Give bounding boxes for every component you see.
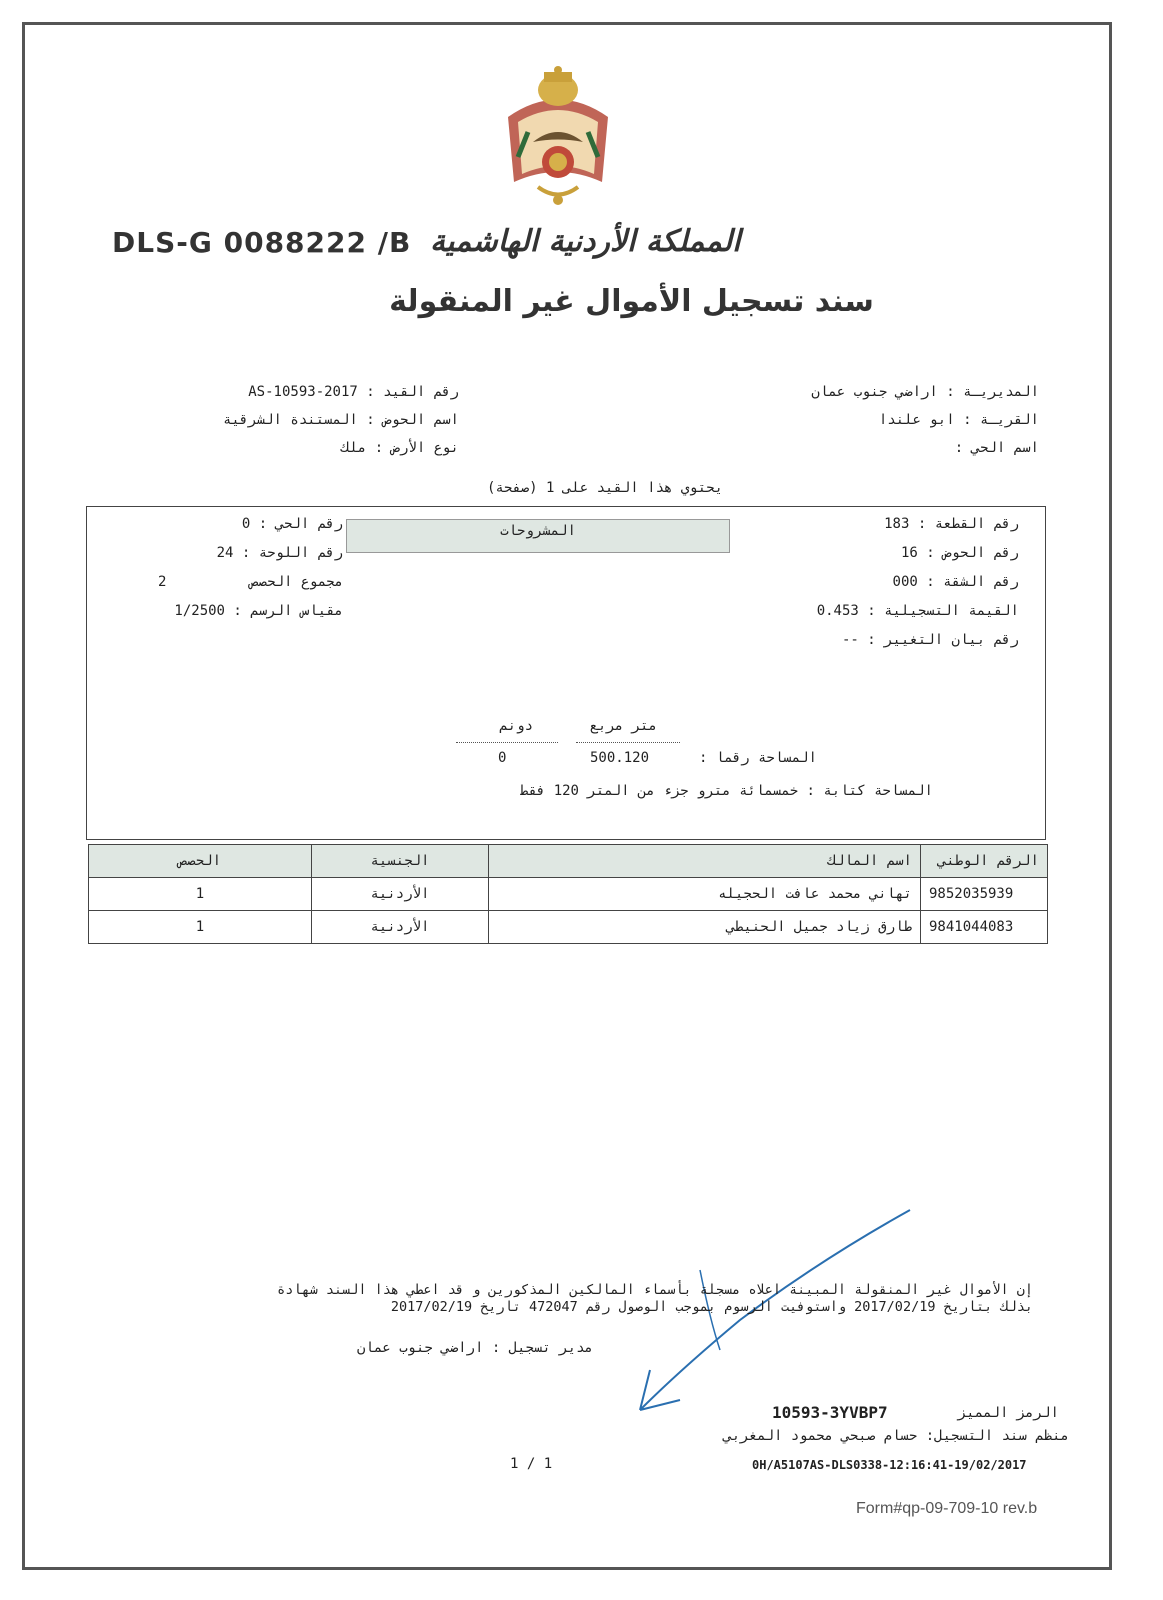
header-national-id: الرقم الوطني: [921, 845, 1048, 878]
square-meter-label: متر مربع: [589, 718, 657, 734]
directorate-field: المديريـة : اراضي جنوب عمان: [811, 384, 1039, 400]
table-row: [89, 911, 1048, 944]
plot-number-field: رقم القطعة : 183: [884, 516, 1019, 532]
coat-of-arms-icon: [498, 62, 618, 212]
land-type-field: نوع الأرض : ملك: [340, 440, 459, 456]
sqm-underline: [576, 742, 680, 743]
registration-director: مدير تسجيل : اراضي جنوب عمان: [356, 1340, 593, 1356]
village-field: القريـة : ابو علندا: [878, 412, 1039, 428]
dunum-label: دونم: [499, 718, 533, 734]
certification-statement-line-2: بذلك بتاريخ 2017/02/19 واستوفيت الرسوم بموجب الوصول رقم 472047 تاريخ 2017/02/19: [390, 1299, 1033, 1315]
area-dunum: 0: [498, 750, 507, 766]
header-nationality: الجنسية: [312, 845, 489, 878]
shares-total-value: 2: [158, 574, 167, 590]
owners-table: [88, 844, 1048, 944]
page-title: [0, 284, 1163, 319]
owners-table-header: [89, 845, 1048, 878]
area-numeric-label: المساحة رقما :: [698, 750, 817, 766]
owner-name: طارق زياد جميل الحنيطي: [489, 911, 921, 944]
area-square-meters: 500.120: [590, 750, 650, 766]
owner-nationality: الأردنية: [312, 878, 489, 911]
owner-name: تهاني محمد عافت الحجيله: [489, 878, 921, 911]
unique-code: 10593-3YVBP7: [772, 1403, 888, 1422]
certification-statement-line-1: إن الأموال غير المنقولة المبينة اعلاه مسجلة بأسماء المالكين المذكورين و قد اعطي هذا السند شهادة: [277, 1282, 1033, 1298]
basin-number-field: رقم الحوض : 16: [900, 545, 1019, 561]
owner-national-id: 9852035939: [921, 878, 1048, 911]
pages-note: يحتوي هذا القيد على 1 (صفحة): [486, 480, 723, 496]
panel-number-field: رقم اللوحة : 24: [216, 545, 343, 561]
district-number-field: رقم الحي : 0: [241, 516, 343, 532]
apartment-number-field: رقم الشقة : 000: [892, 574, 1019, 590]
dunum-underline: [456, 742, 558, 743]
owner-shares: 1: [89, 878, 312, 911]
table-row: [89, 878, 1048, 911]
header-owner-name: اسم المالك: [489, 845, 921, 878]
district-name-field: اسم الحي :: [954, 440, 1039, 456]
header-shares: الحصص: [89, 845, 312, 878]
document-reference: 0H/A5107AS-DLS0338-12:16:41-19/02/2017: [752, 1458, 1027, 1472]
unique-code-label: الرمز المميز: [957, 1405, 1059, 1421]
page-title-text: سند تسجيل الأموال غير المنقولة: [389, 284, 874, 319]
owner-shares: 1: [89, 911, 312, 944]
registered-value-field: القيمة التسجيلية : 0.453: [816, 603, 1019, 619]
area-in-words: المساحة كتابة : خمسمائة مترو جزء من المتر 120 فقط: [519, 783, 933, 799]
change-number-field: رقم بيان التغيير : --: [841, 632, 1019, 648]
form-number: Form#qp-09-709-10 rev.b: [856, 1500, 1038, 1517]
deed-organizer: منظم سند التسجيل: حسام صبحي محمود المغربي: [723, 1428, 1069, 1444]
record-number-field: رقم القيد : 2017-AS-10593: [248, 384, 459, 400]
drawing-scale-field: مقياس الرسم : 1/2500: [174, 603, 343, 619]
document-serial-number: DLS-G 0088222 /B: [112, 226, 412, 259]
kingdom-name: المملكة الأردنية الهاشمية: [430, 224, 741, 259]
shares-total-label: مجموع الحصص: [250, 574, 343, 590]
remarks-header: المشروحات: [346, 519, 730, 553]
owner-national-id: 9841044083: [921, 911, 1048, 944]
page-number: 1 / 1: [510, 1456, 553, 1472]
owner-nationality: الأردنية: [312, 911, 489, 944]
basin-name-field: اسم الحوض : المستندة الشرقية: [222, 412, 459, 428]
